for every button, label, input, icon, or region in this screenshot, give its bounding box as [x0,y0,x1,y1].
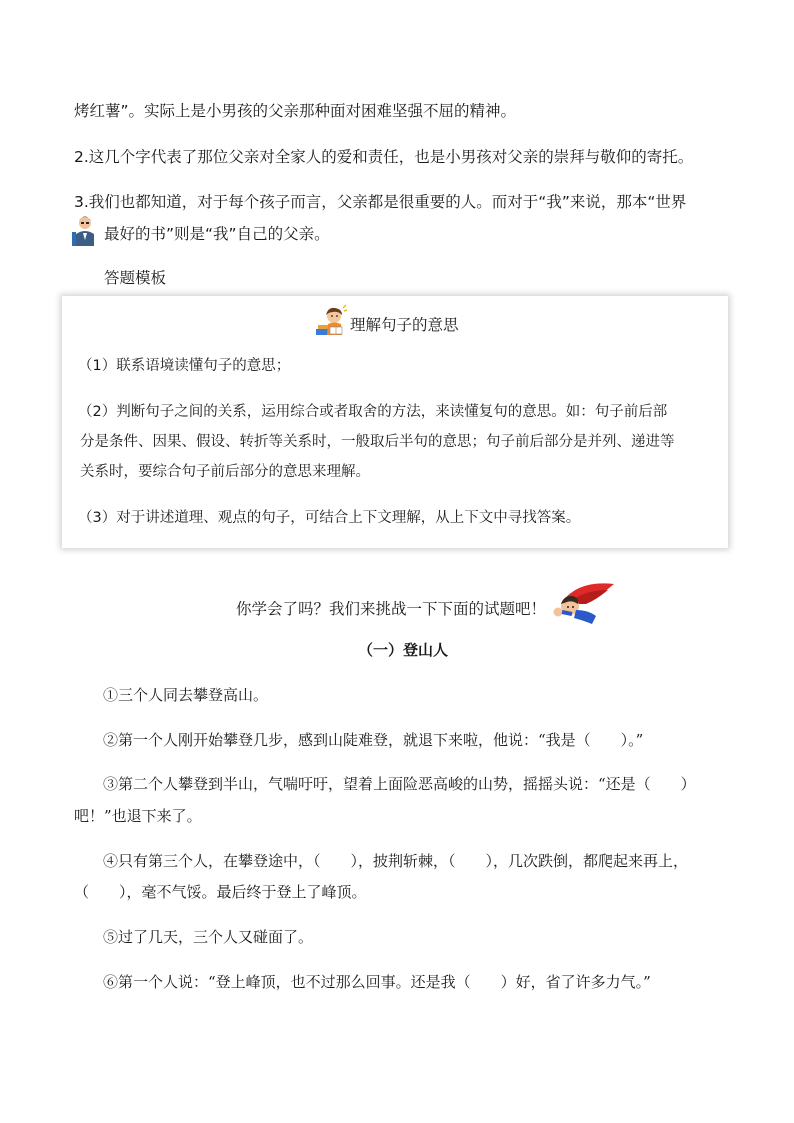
template-item-2-line-3: 关系时，要综合句子前后部分的意思来理解。 [80,464,370,480]
intro-line-1: 烤红薯”。实际上是小男孩的父亲那种面对困难坚强不屈的精神。 [74,102,517,120]
intro-line-4: 最好的书”则是“我”自己的父亲。 [104,225,330,243]
passage-paragraph-4-line-1: ④只有第三个人，在攀登途中，（ ），披荆斩棘，（ ），几次跌倒，都爬起来再上， [103,852,689,870]
template-item-2-line-2: 分是条件、因果、假设、转折等关系时，一般取后半句的意思；句子前后部分是并列、递进等 [80,434,675,450]
intro-line-2: 2.这几个字代表了那位父亲对全家人的爱和责任，也是小男孩对父亲的崇拜与敬仰的寄托。 [74,148,694,166]
passage-paragraph-3-line-2: 吧！”也退下来了。 [74,807,202,825]
teacher-figure-icon [70,206,100,248]
passage-paragraph-3-line-1: ③第二个人攀登到半山，气喘吁吁，望着上面险恶高峻的山势，摇摇头说：“还是（ ） [103,775,696,793]
template-title: 理解句子的意思 [350,316,459,334]
template-item-3: （3）对于讲述道理、观点的句子，可结合上下文理解，从上下文中寻找答案。 [78,510,581,526]
passage-paragraph-6: ⑥第一个人说：“登上峰顶，也不过那么回事。还是我（ ）好，省了许多力气。” [103,973,651,991]
passage-paragraph-2: ②第一个人刚开始攀登几步，感到山陡难登，就退下来啦，他说：“我是（ ）。” [103,731,644,749]
answer-template-box [62,296,728,548]
intro-line-3: 3.我们也都知道，对于每个孩子而言，父亲都是很重要的人。而对于“我”来说，那本“世界 [74,193,687,211]
passage-title: （一）登山人 [358,641,449,659]
passage-paragraph-1: ①三个人同去攀登高山。 [103,686,269,704]
template-item-2-line-1: （2）判断句子之间的关系，运用综合或者取舍的方法，来读懂复句的意思。如：句子前后部 [78,404,668,420]
superhero-flying-icon [548,580,616,628]
passage-paragraph-4-line-2: （ ），毫不气馁。最后终于登上了峰顶。 [74,883,367,901]
template-item-1: （1）联系语境读懂句子的意思； [78,358,291,374]
template-heading: 答题模板 [104,269,167,287]
passage-paragraph-5: ⑤过了几天，三个人又碰面了。 [103,928,314,946]
challenge-prompt: 你学会了吗？我们来挑战一下下面的试题吧！ [236,600,547,618]
reading-child-icon [314,304,348,338]
